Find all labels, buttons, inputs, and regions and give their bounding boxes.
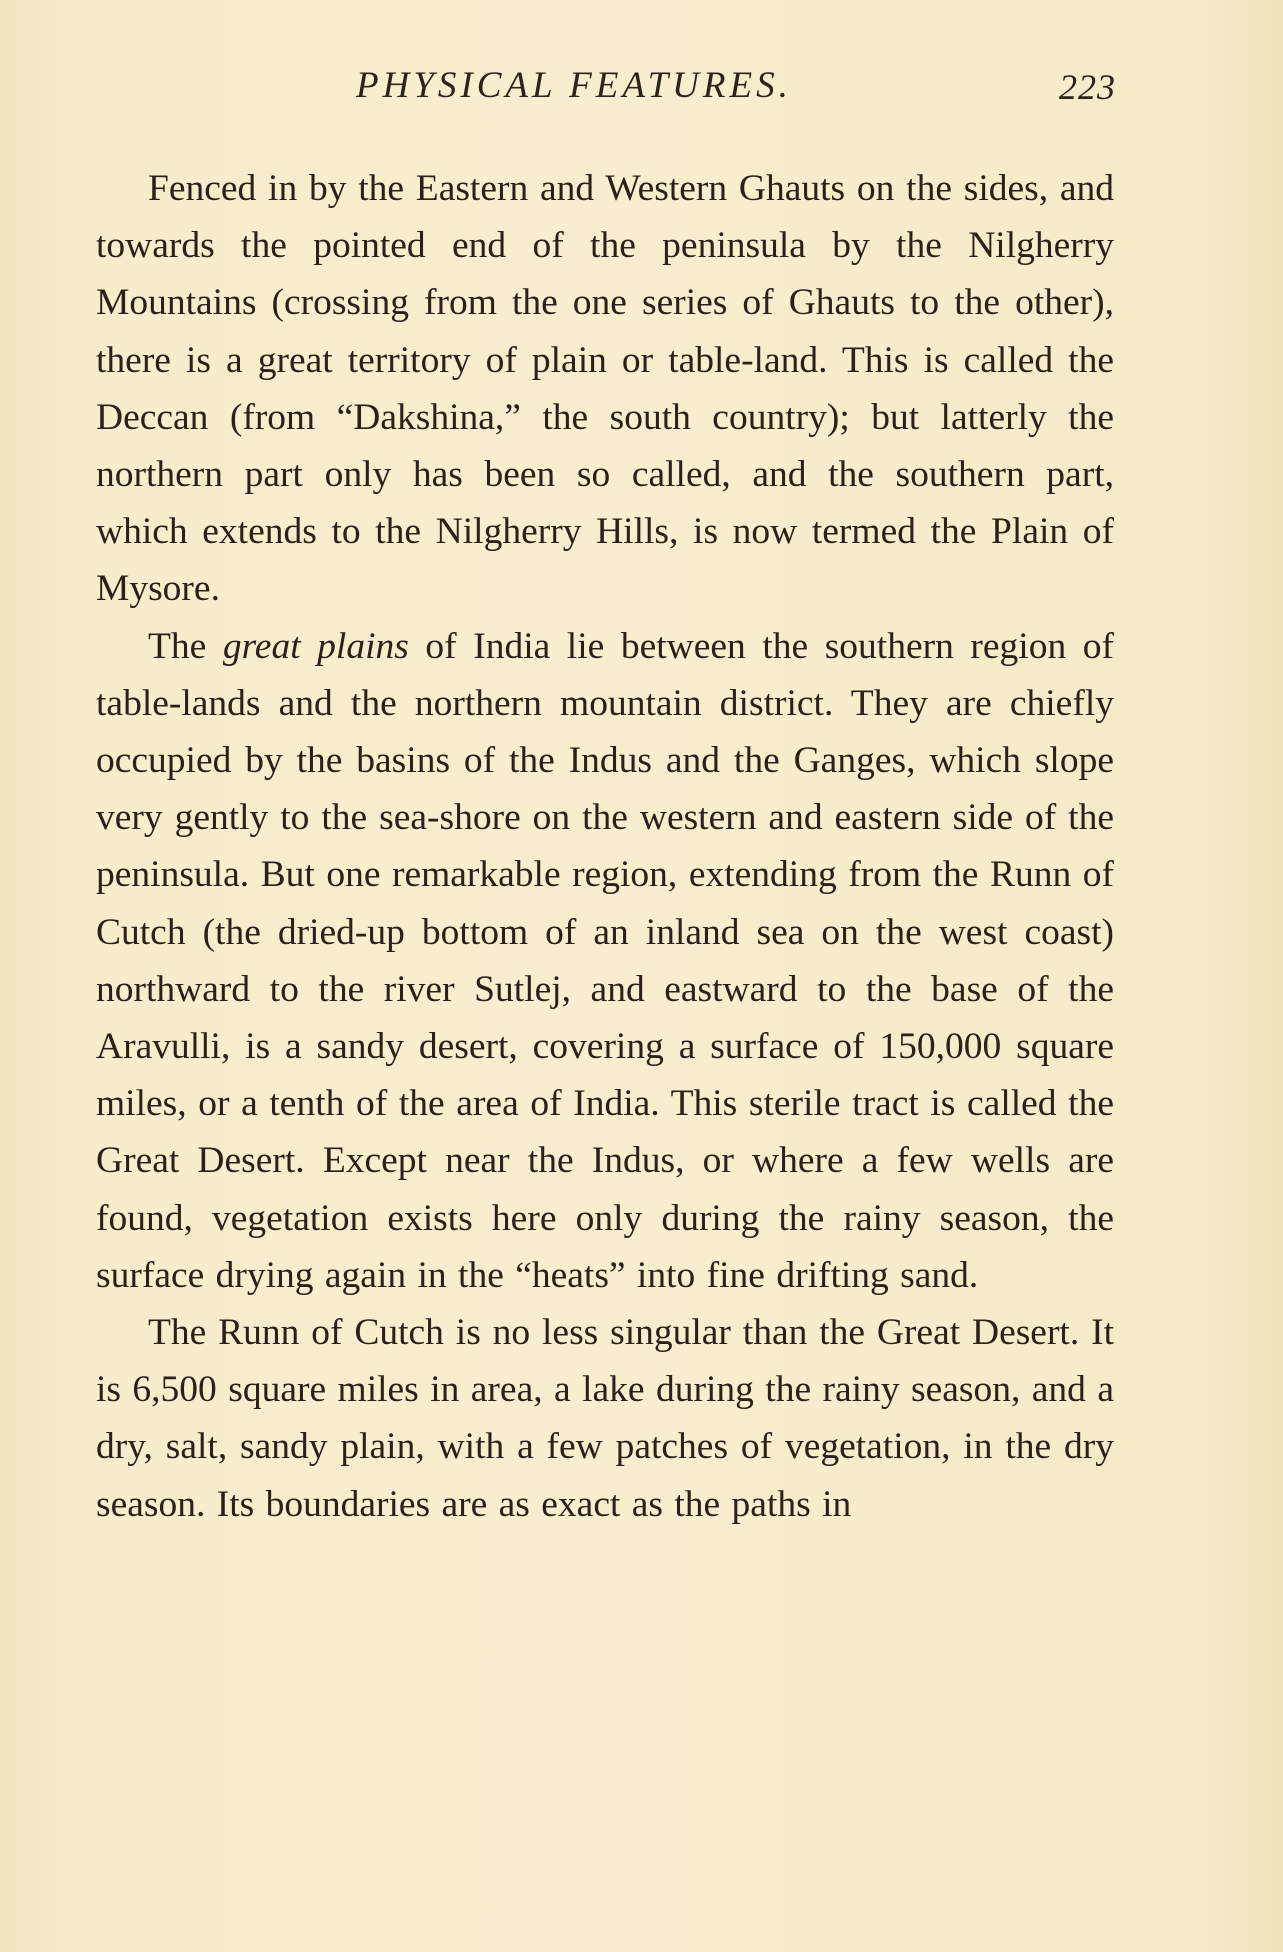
paragraph-runn-of-cutch (96, 1304, 1114, 1533)
page-number: 223 (1059, 67, 1116, 107)
paragraph-text: The Runn of Cutch is no less singular than the Great Desert. It is 6,500 square miles in area, a lake during the rainy season, and a dry, salt, sandy plain, with a few patches of vegetation, in the dry season. Its boundaries are as exact as the paths in (96, 1312, 1114, 1525)
running-title: PHYSICAL FEATURES. (356, 65, 792, 106)
running-head (96, 64, 1116, 124)
paragraph-deccan (96, 160, 1114, 618)
body-text (96, 160, 1114, 1533)
italic-phrase: great plains (222, 625, 409, 667)
paragraph-text: The (148, 625, 223, 667)
paragraph-text: of India lie between the southern region of table-lands and the northern mountain district. They are chiefly occupied by the basins of the Indus and the Ganges, which slope very gently to the sea-shore on the western and eastern side of the peninsula. But one remarkable region, extending from the Runn of Cutch (the dried-up bottom of an inland sea on the west coast) northward to the river Sutlej, and eastward to the base of the Aravulli, is a sandy desert, covering a surface of 150,000 square miles, or a tenth of the area of India. This sterile tract is called the Great Desert. Except near the Indus, or where a few wells are found, vegetation exists here only during the rainy season, the surface drying again in the “heats” into fine drifting sand. (96, 625, 1114, 1296)
paragraph-great-plains (96, 618, 1114, 1304)
paragraph-text: Fenced in by the Eastern and Western Ghauts on the sides, and towards the pointed end of the peninsula by the Nilgherry Mountains (crossing from the one series of Ghauts to the other), there is a great territory of plain or table-land. This is called the Deccan (from “Dakshina,” the south country); but latterly the northern part only has been so called, and the southern part, which extends to the Nilgherry Hills, is now termed the Plain of Mysore. (96, 168, 1114, 610)
